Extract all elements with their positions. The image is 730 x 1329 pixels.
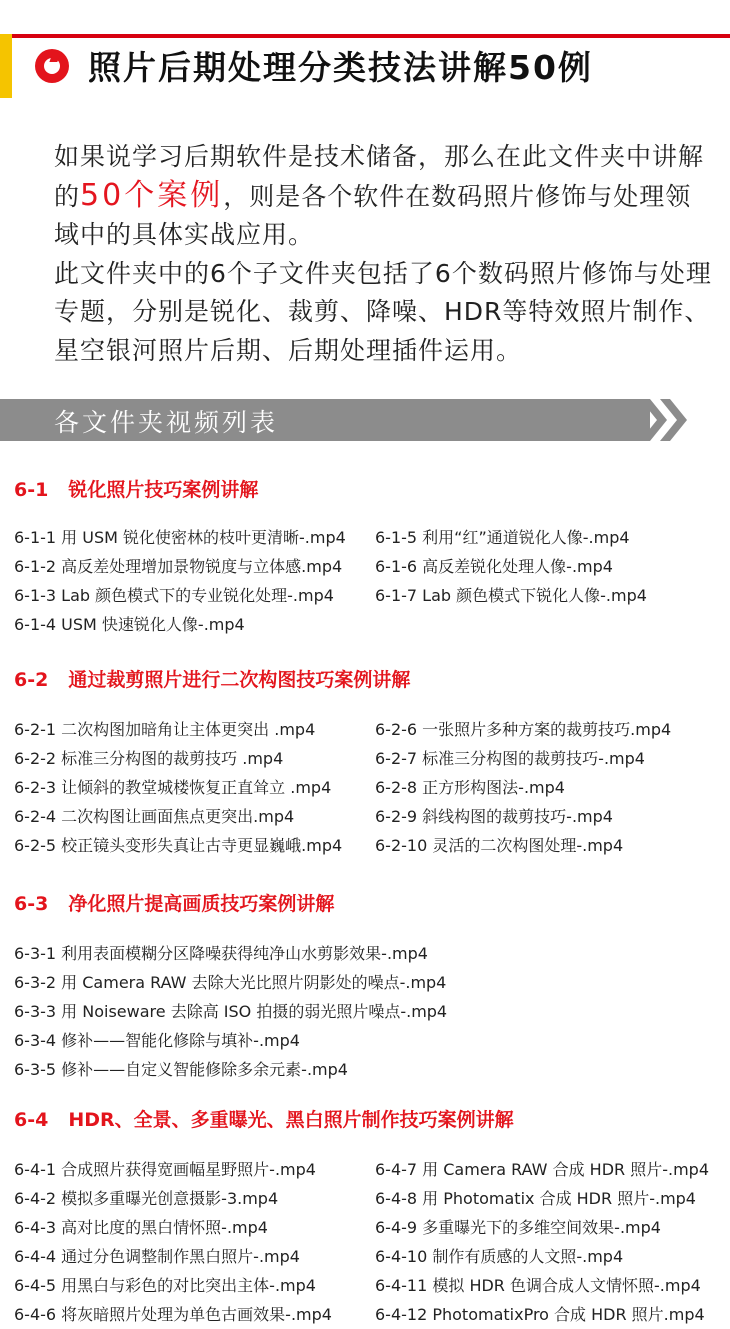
video-file[interactable]: 6-4-12 PhotomatixPro 合成 HDR 照片.mp4 [375, 1305, 705, 1324]
video-file[interactable]: 6-3-3 用 Noiseware 去除高 ISO 拍摄的弱光照片噪点-.mp4 [14, 1002, 448, 1021]
video-file[interactable]: 6-3-4 修补——智能化修除与填补-.mp4 [14, 1031, 300, 1050]
intro-p1-before: 如果说学习后期软件是技术储备，那么在此文件夹中讲解的 [54, 142, 705, 211]
list-row [14, 1213, 724, 1242]
list-row [14, 715, 724, 744]
category-title: 净化照片提高画质技巧案例讲解 [68, 893, 335, 915]
video-file[interactable]: 6-4-10 制作有质感的人文照-.mp4 [375, 1247, 624, 1266]
video-file[interactable]: 6-4-8 用 Photomatix 合成 HDR 照片-.mp4 [375, 1189, 696, 1208]
intro-paragraph-1 [54, 138, 714, 255]
video-file[interactable]: 6-2-5 校正镜头变形失真让古寺更显巍峨.mp4 [14, 836, 343, 855]
video-file[interactable]: 6-2-9 斜线构图的裁剪技巧-.mp4 [375, 807, 613, 826]
category-heading-6-2 [14, 665, 410, 692]
category-number: 6-4 [14, 1109, 49, 1131]
video-file[interactable]: 6-3-2 用 Camera RAW 去除大光比照片阴影处的噪点-.mp4 [14, 973, 447, 992]
category-number: 6-2 [14, 669, 49, 691]
category-heading-6-4 [14, 1105, 514, 1132]
video-file[interactable]: 6-4-4 通过分色调整制作黑白照片-.mp4 [14, 1247, 300, 1266]
video-file[interactable]: 6-1-7 Lab 颜色模式下锐化人像-.mp4 [375, 586, 647, 605]
video-file[interactable]: 6-4-6 将灰暗照片处理为单色古画效果-.mp4 [14, 1305, 332, 1324]
page-title: 照片后期处理分类技法讲解50例 [88, 48, 593, 87]
category-heading-6-1 [14, 475, 258, 502]
video-file[interactable]: 6-4-7 用 Camera RAW 合成 HDR 照片-.mp4 [375, 1160, 710, 1179]
video-file[interactable]: 6-3-1 利用表面模糊分区降噪获得纯净山水剪影效果-.mp4 [14, 944, 428, 963]
video-file[interactable]: 6-4-1 合成照片获得宽画幅星野照片-.mp4 [14, 1160, 316, 1179]
category-list-6-4 [14, 1155, 724, 1329]
video-file[interactable]: 6-2-2 标准三分构图的裁剪技巧 .mp4 [14, 749, 284, 768]
header-banner [0, 34, 730, 98]
video-file[interactable]: 6-3-5 修补——自定义智能修除多余元素-.mp4 [14, 1060, 348, 1079]
category-title: HDR、全景、多重曝光、黑白照片制作技巧案例讲解 [68, 1109, 514, 1131]
video-file[interactable]: 6-4-3 高对比度的黑白情怀照-.mp4 [14, 1218, 268, 1237]
list-row [14, 802, 724, 831]
video-file[interactable]: 6-1-2 高反差处理增加景物锐度与立体感.mp4 [14, 557, 343, 576]
intro-text [54, 138, 714, 370]
aperture-logo-icon [35, 49, 69, 83]
category-list-6-3 [14, 939, 724, 1084]
video-file[interactable]: 6-1-3 Lab 颜色模式下的专业锐化处理-.mp4 [14, 586, 334, 605]
category-title: 锐化照片技巧案例讲解 [68, 479, 259, 501]
category-list-6-1 [14, 523, 724, 639]
video-file[interactable]: 6-2-1 二次构图加暗角让主体更突出 .mp4 [14, 720, 316, 739]
video-file[interactable]: 6-1-5 利用“红”通道锐化人像-.mp4 [375, 528, 630, 547]
video-file[interactable]: 6-4-2 模拟多重曝光创意摄影-3.mp4 [14, 1189, 279, 1208]
video-file[interactable]: 6-2-8 正方形构图法-.mp4 [375, 778, 565, 797]
video-file[interactable]: 6-1-4 USM 快速锐化人像-.mp4 [14, 615, 245, 634]
video-file[interactable]: 6-1-6 高反差锐化处理人像-.mp4 [375, 557, 613, 576]
video-file[interactable]: 6-2-3 让倾斜的教堂城楼恢复正直耸立 .mp4 [14, 778, 332, 797]
intro-highlight: 50个案例 [80, 177, 224, 213]
list-row [14, 610, 724, 639]
header-red-line [12, 34, 730, 38]
list-row [14, 1300, 724, 1329]
video-file[interactable]: 6-4-11 模拟 HDR 色调合成人文情怀照-.mp4 [375, 1276, 701, 1295]
list-row [14, 997, 724, 1026]
list-row [14, 581, 724, 610]
video-file[interactable]: 6-2-6 一张照片多种方案的裁剪技巧.mp4 [375, 720, 672, 739]
video-file[interactable]: 6-2-10 灵活的二次构图处理-.mp4 [375, 836, 624, 855]
list-row [14, 773, 724, 802]
list-row [14, 831, 724, 860]
video-file[interactable]: 6-2-4 二次构图让画面焦点更突出.mp4 [14, 807, 295, 826]
category-heading-6-3 [14, 889, 334, 916]
category-list-6-2 [14, 715, 724, 860]
intro-p1-after: ，则是各个软件在数码照片修饰与处理领域中的具体实战应用。 [54, 181, 692, 249]
category-number: 6-3 [14, 893, 49, 915]
list-row [14, 1184, 724, 1213]
list-row [14, 552, 724, 581]
list-row [14, 968, 724, 997]
list-row [14, 1242, 724, 1271]
list-row [14, 523, 724, 552]
list-row [14, 744, 724, 773]
video-file[interactable]: 6-4-9 多重曝光下的多维空间效果-.mp4 [375, 1218, 661, 1237]
category-title: 通过裁剪照片进行二次构图技巧案例讲解 [68, 669, 411, 691]
intro-paragraph-2: 此文件夹中的6个子文件夹包括了6个数码照片修饰与处理专题，分别是锐化、裁剪、降噪、HDR等特效照片制作、星空银河照片后期、后期处理插件运用。 [54, 258, 712, 365]
list-row [14, 1026, 724, 1055]
list-row [14, 1271, 724, 1300]
video-file[interactable]: 6-2-7 标准三分构图的裁剪技巧-.mp4 [375, 749, 645, 768]
list-row [14, 939, 724, 968]
video-file[interactable]: 6-4-5 用黑白与彩色的对比突出主体-.mp4 [14, 1276, 316, 1295]
header-yellow-stripe [0, 34, 12, 98]
list-row [14, 1055, 724, 1084]
video-file[interactable]: 6-1-1 用 USM 锐化使密林的枝叶更清晰-.mp4 [14, 528, 346, 547]
list-row [14, 1155, 724, 1184]
category-number: 6-1 [14, 479, 49, 501]
section-bar-label: 各文件夹视频列表 [54, 408, 279, 437]
section-bar [0, 399, 650, 441]
